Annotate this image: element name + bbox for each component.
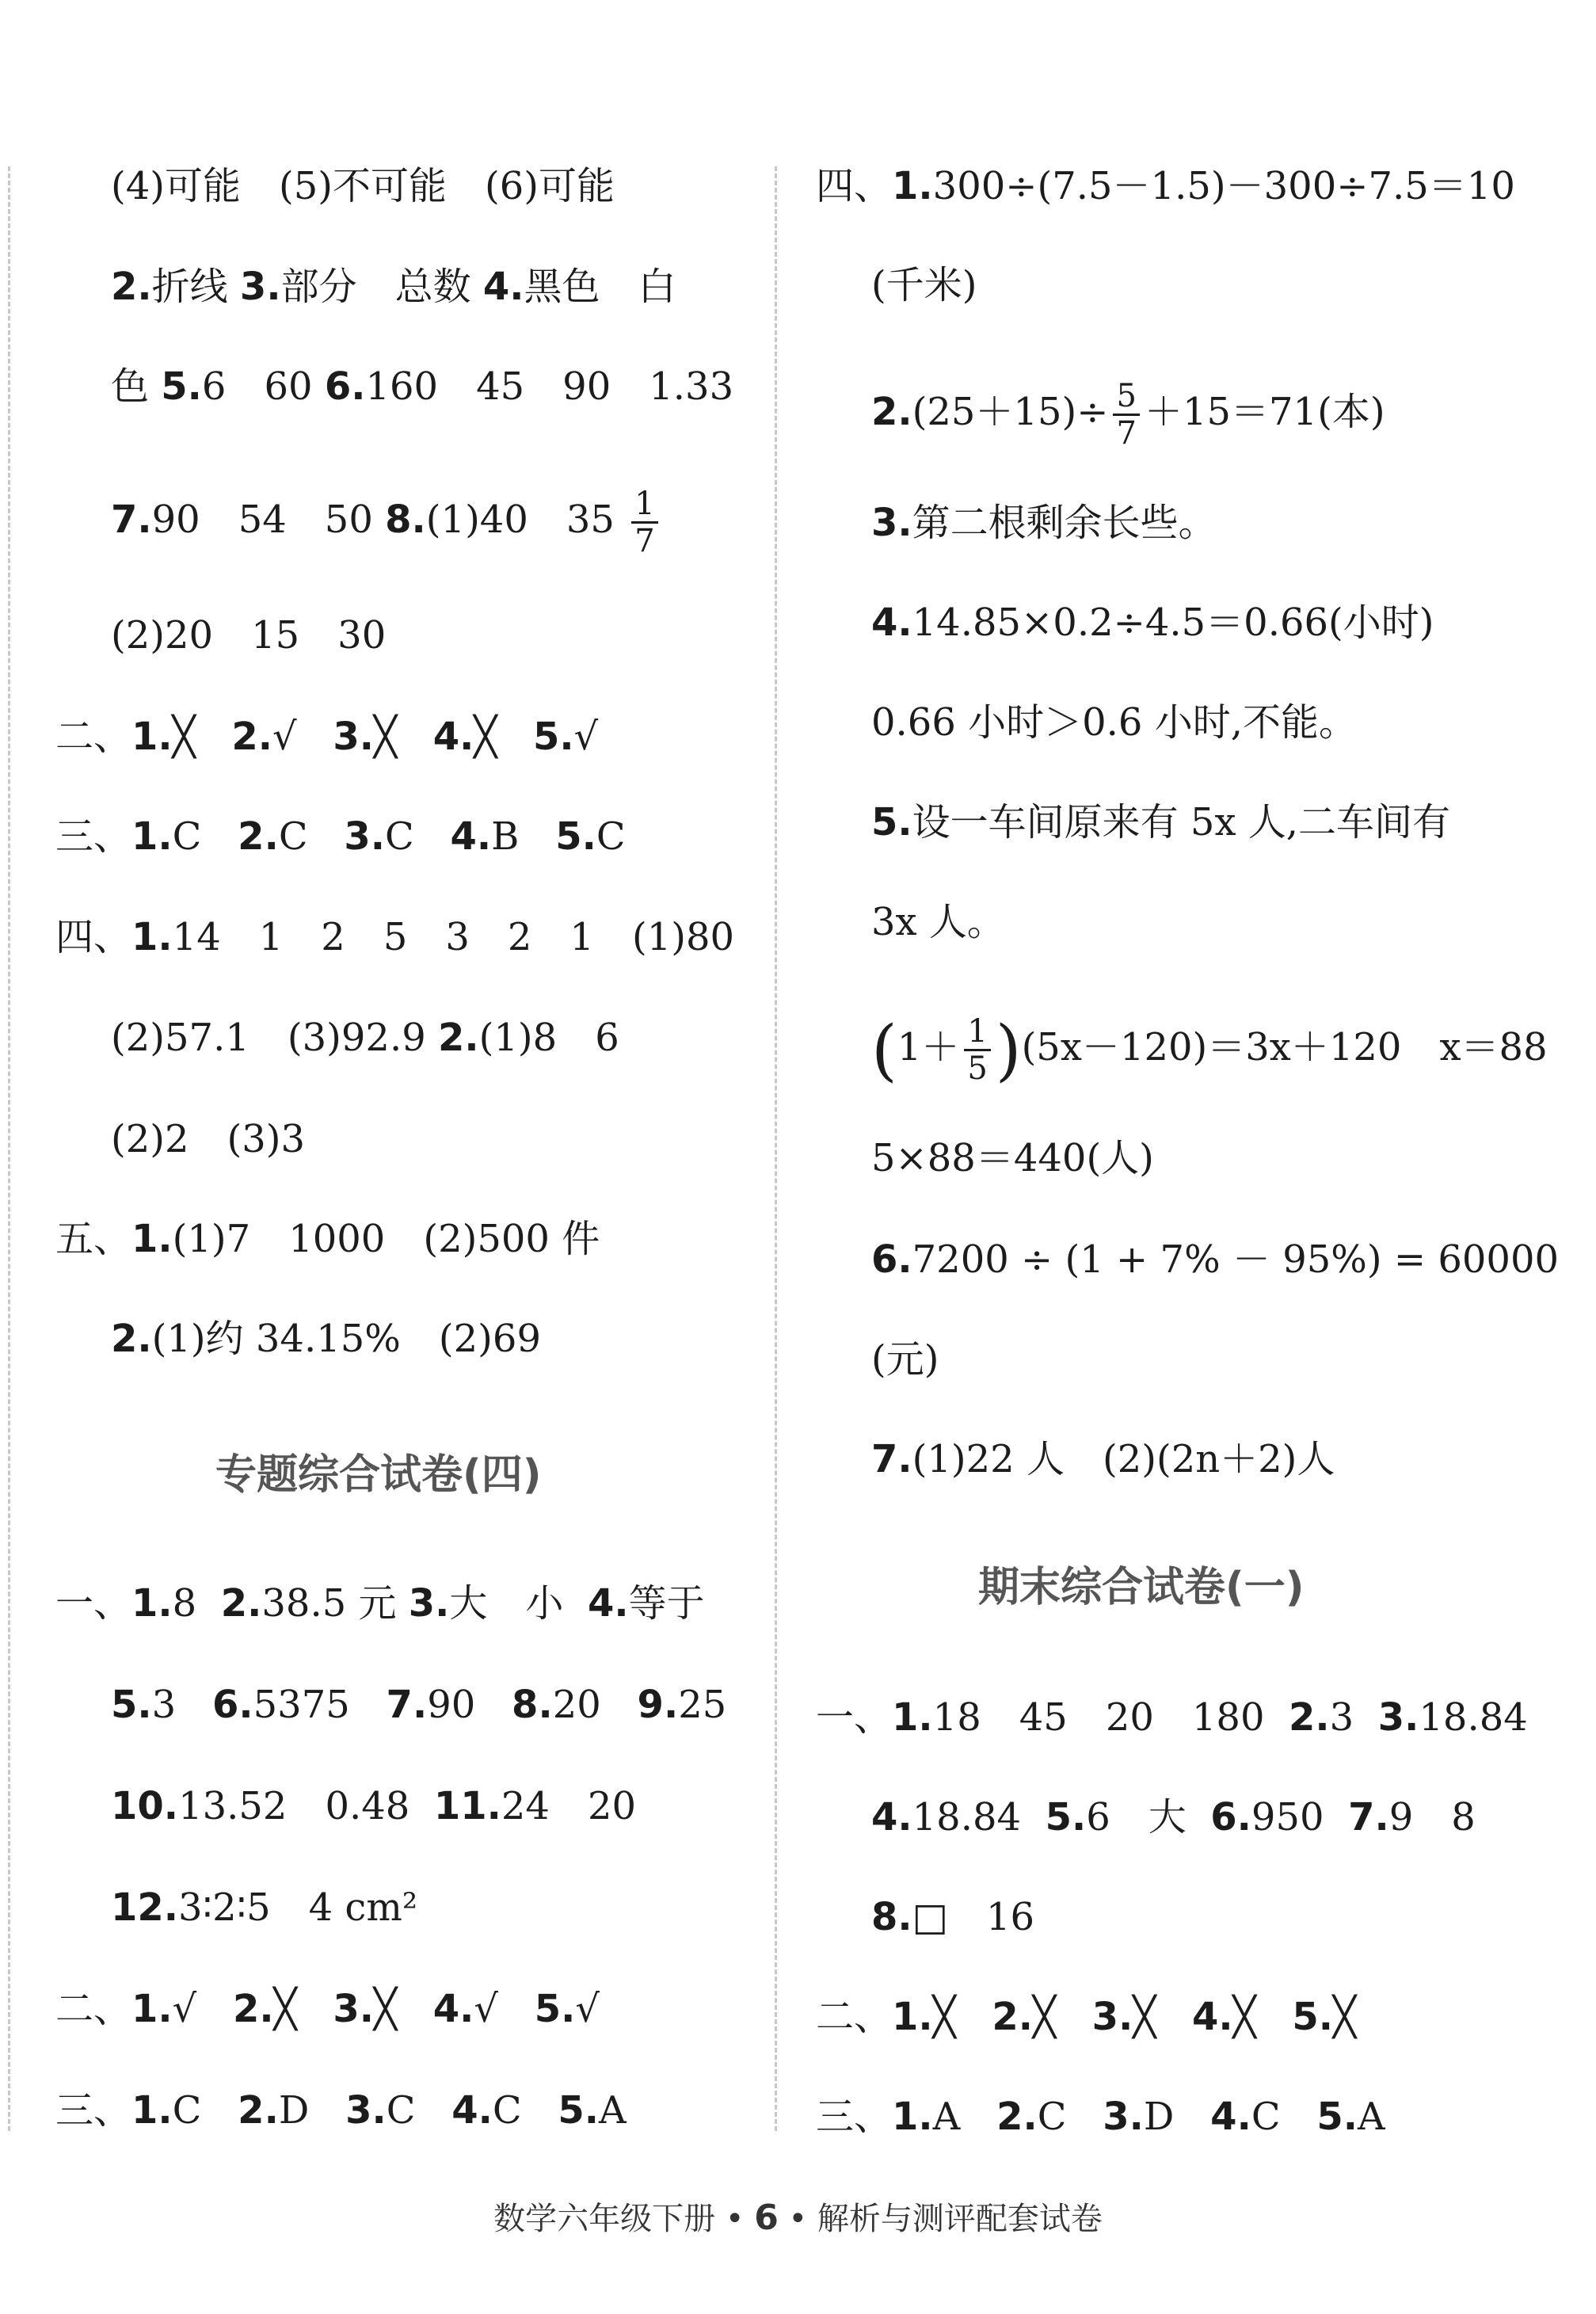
item-number: 1. [131,715,173,759]
item-answer: ╳ [932,1995,956,2039]
answer-line: 二、1.╳ 2.╳ 3.╳ 4.╳ 5.╳ [816,1995,1356,2039]
item-answer: √ [575,1987,600,2031]
answer-line: 四、1.14 1 2 5 3 2 1 (1)80 [55,915,735,959]
item-number: 3. [345,2088,387,2133]
item-number: 1. [131,1987,173,2031]
item-number: 3. [344,814,385,859]
answer-line: 12.3∶2∶5 4 cm² [111,1885,418,1930]
item-answer: 3 [151,1683,177,1727]
answer-line: 3x 人。 [871,900,1005,944]
item-number: 6. [211,1683,253,1727]
answer-line: 7.90 54 50 8.(1)40 35 $\frac{1}{7}$ [111,486,663,558]
answer-line: 2.(25＋15)÷ $\frac{5}{7}$ ＋15＝71(本) [871,378,1385,452]
item-number: 4. [432,715,474,759]
item-answer: C [1037,2095,1067,2139]
item-number: 2. [233,1987,274,2031]
item-answer: ╳ [1032,1995,1056,2039]
left-margin-divider [8,166,10,2131]
section-title: 期末综合试卷(一) [978,1564,1305,1611]
answer-line [111,1681,726,1729]
answer-line: 2.折线 3.部分 总数 4.黑色 白 [111,265,676,309]
answer-line: 二、1.√ 2.╳ 3.╳ 4.√ 5.√ [55,1987,600,2031]
item-number: 2. [238,814,279,859]
item-number: 3. [1091,1995,1133,2039]
item-answer: C [172,2088,202,2133]
item-answer: ╳ [172,715,196,759]
answer-line: (2)20 15 30 [111,613,387,658]
item-answer: C [172,814,202,859]
item-number: 3. [1103,2095,1144,2139]
answer-line: 五、1.(1)7 1000 (2)500 件 [55,1217,600,1261]
item-answer: ╳ [273,1987,297,2031]
answer-line: 3.第二根剩余长些。 [871,501,1217,545]
item-answer: 25 [678,1683,727,1727]
item-number: 4. [432,1987,474,2031]
item-number: 1. [892,1995,933,2039]
answer-line: 一、1.18 45 20 180 2.3 3.18.84 [816,1695,1528,1740]
item-number: 2. [238,2088,279,2133]
answer-line: 5×88＝440(人) [871,1136,1154,1180]
item-number: 1. [131,2088,173,2133]
answer-line: 4.14.85×0.2÷4.5＝0.66(小时) [871,600,1434,645]
item-answer: C [384,814,414,859]
answer-line: 7.(1)22 人 (2)(2n＋2)人 [871,1437,1335,1481]
answer-line: 5.设一车间原来有 5x 人,二车间有 [871,800,1451,844]
item-answer: ╳ [374,715,397,759]
item-answer: A [1357,2095,1385,2139]
item-answer: A [932,2095,961,2139]
item-number: 4. [1210,2095,1251,2139]
page-footer [0,2198,1596,2239]
item-number: 5. [558,2088,600,2133]
item-number: 5. [534,1987,576,2031]
item-answer: √ [172,1987,197,2031]
item-number: 5. [1316,2095,1358,2139]
item-answer: B [491,814,520,859]
item-number: 3. [333,715,374,759]
answer-line: (千米) [871,263,977,307]
item-answer: C [596,814,626,859]
item-answer: ╳ [374,1987,397,2031]
item-number: 7. [386,1683,428,1727]
item-answer: C [278,814,308,859]
footer-right: • 解析与测评配套试卷 [788,2201,1103,2237]
item-number: 8. [512,1683,553,1727]
answer-line: 0.66 小时＞0.6 小时,不能。 [871,700,1357,745]
page-number: 6 [754,2198,779,2238]
fraction: $\frac{1}{7}$ [631,486,657,558]
item-number: 5. [111,1683,152,1727]
answer-line: 8.□ 16 [871,1895,1035,1939]
answer-line: (2)2 (3)3 [111,1117,306,1161]
item-number: 4. [451,2088,493,2133]
answer-line: 三、1.C 2.C 3.C 4.B 5.C [55,814,626,859]
answer-line: 10.13.52 0.48 11.24 20 [111,1784,637,1828]
answer-line: 6.7200 ÷ (1 + 7% － 95%) = 60000 [871,1237,1560,1282]
item-answer: 20 [552,1683,601,1727]
answer-line: 色 5.6 60 6.160 45 90 1.33 [111,364,734,409]
item-number: 1. [131,814,173,859]
item-answer: C [1251,2095,1281,2139]
answer-line: 四、1.300÷(7.5－1.5)－300÷7.5＝10 [816,164,1515,208]
item-answer: ╳ [1232,1995,1256,2039]
answer-line: 二、1.╳ 2.√ 3.╳ 4.╳ 5.√ [55,715,599,759]
answer-line: 三、1.C 2.D 3.C 4.C 5.A [55,2088,627,2133]
answer-line: (1＋ $\frac{1}{5}$ )(5x－120)＝3x＋120 x＝88 [871,1011,1548,1089]
item-number: 2. [231,715,272,759]
item-number: 4. [450,814,492,859]
answer-line: (4)可能 (5)不可能 (6)可能 [111,164,615,208]
item-answer: ╳ [474,715,497,759]
item-number: 3. [333,1987,374,2031]
answer-line: (2)57.1 (3)92.9 2.(1)8 6 [111,1016,619,1060]
answer-line: 一、1.8 2.38.5 元 3.大 小 4.等于 [55,1581,705,1626]
answer-line: (元) [871,1337,939,1382]
answer-line: 2.(1)约 34.15% (2)69 [111,1317,541,1361]
item-answer: D [1143,2095,1175,2139]
item-answer: 90 [427,1683,476,1727]
item-number: 2. [992,1995,1033,2039]
item-number: 5. [555,814,596,859]
item-number: 5. [533,715,574,759]
item-answer: ╳ [1133,1995,1156,2039]
fraction: $\frac{1}{5}$ [964,1014,990,1086]
footer-left: 数学六年级下册 • [493,2201,745,2237]
item-answer: ╳ [1332,1995,1356,2039]
item-number: 2. [996,2095,1038,2139]
answer-line: 4.18.84 5.6 大 6.950 7.9 8 [871,1795,1476,1839]
answer-line: 三、1.A 2.C 3.D 4.C 5.A [816,2095,1385,2139]
item-answer: C [492,2088,522,2133]
item-answer: √ [474,1987,498,2031]
item-number: 1. [892,2095,933,2139]
item-answer: C [386,2088,416,2133]
item-number: 9. [637,1683,679,1727]
item-number: 5. [1292,1995,1333,2039]
item-answer: D [278,2088,310,2133]
column-divider [775,166,777,2131]
item-answer: √ [573,715,599,759]
section-title: 专题综合试卷(四) [215,1451,542,1499]
item-answer: A [599,2088,627,2133]
item-answer: 5375 [253,1683,350,1727]
item-number: 4. [1192,1995,1233,2039]
item-answer: √ [272,715,297,759]
fraction: $\frac{5}{7}$ [1113,379,1139,451]
